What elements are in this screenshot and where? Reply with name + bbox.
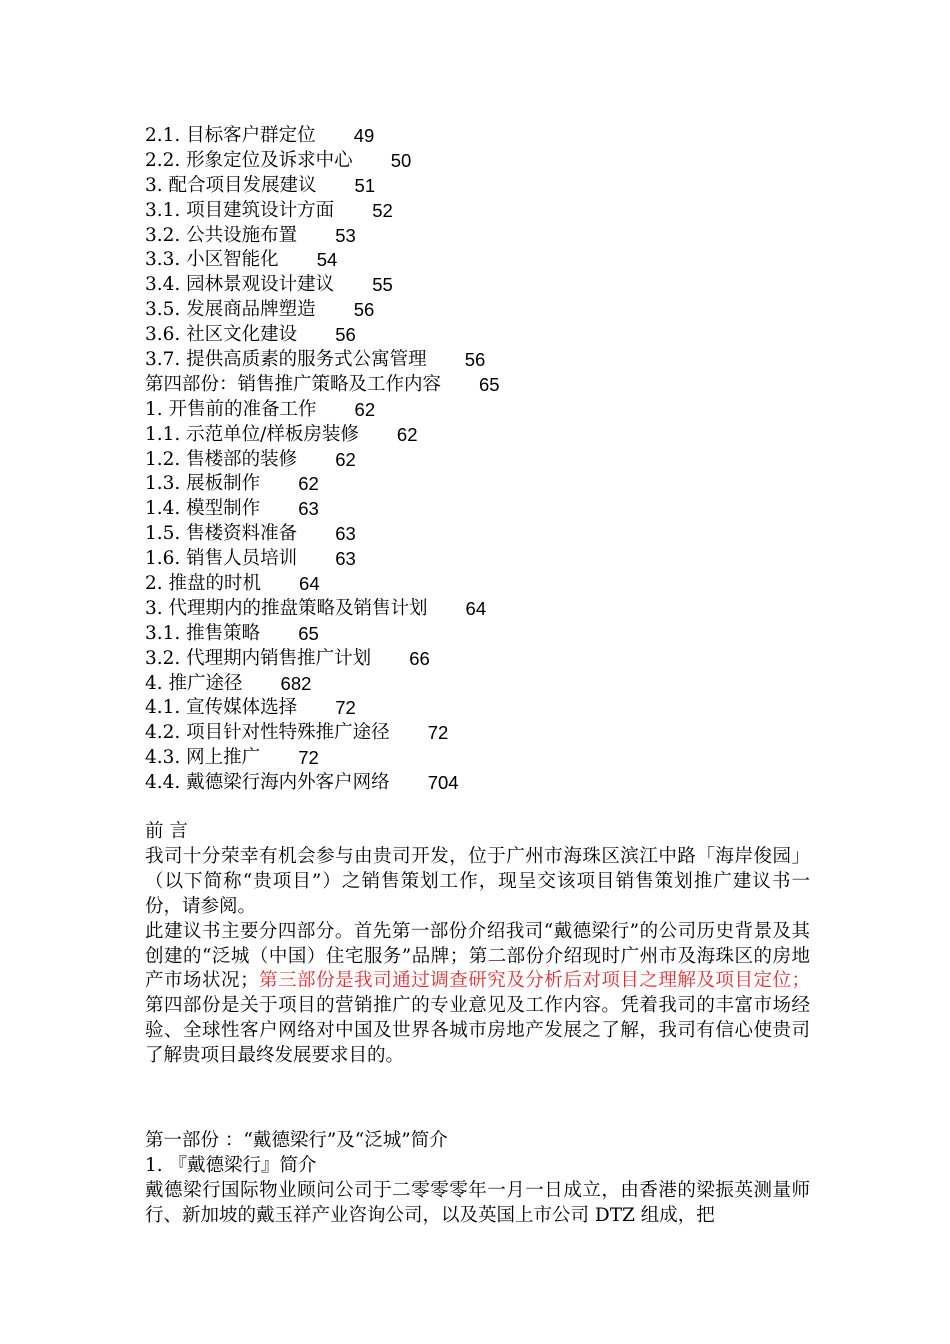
toc-title: 1.2. 售楼部的装修: [145, 448, 298, 470]
toc-line: [145, 696, 810, 721]
part1-paragraph: 戴德梁行国际物业顾问公司于二零零零年一月一日成立，由香港的梁振英测量师行、新加坡的戴玉祥产业咨询公司，以及英国上市公司 DTZ 组成，把: [145, 1179, 810, 1226]
toc-line: [145, 423, 810, 448]
toc-line: [145, 273, 810, 298]
toc-title: 3.7. 提供高质素的服务式公寓管理: [145, 349, 427, 371]
toc-title: 4.3. 网上推广: [145, 747, 261, 769]
toc-page-number: 52: [372, 199, 393, 221]
toc-title: 2. 推盘的时机: [145, 573, 262, 595]
toc-title: 1. 开售前的准备工作: [145, 398, 317, 420]
toc-page-number: 56: [353, 299, 375, 321]
toc-page-number: 56: [464, 349, 486, 371]
toc-page-number: 55: [372, 274, 393, 296]
toc-page-number: 56: [335, 324, 356, 346]
toc-line: [145, 448, 810, 473]
preface-paragraph-2: [145, 920, 810, 1069]
toc-title: 2.2. 形象定位及诉求中心: [145, 149, 353, 171]
toc-title: 3.2. 公共设施布置: [145, 224, 298, 246]
toc-title: 3.3. 小区智能化: [145, 249, 279, 271]
toc-line: [145, 672, 810, 697]
toc-page-number: 51: [354, 174, 376, 196]
toc-page-number: 65: [298, 622, 319, 644]
toc-line: [145, 398, 810, 423]
toc-line: [145, 323, 810, 348]
toc-title: 3.1. 项目建筑设计方面: [145, 199, 335, 221]
toc-title: 4. 推广途径: [145, 672, 243, 694]
toc-page-number: 62: [298, 473, 319, 495]
toc-page-number: 63: [335, 548, 356, 570]
toc-page-number: 62: [335, 448, 356, 470]
toc-line: [145, 597, 810, 622]
toc-page-number: 63: [298, 498, 319, 520]
preface-paragraph-2-highlight: 第三部份是我司通过调查研究及分析后对项目之理解及项目定位；: [258, 970, 810, 992]
toc-title: 3.5. 发展商品牌塑造: [145, 299, 316, 321]
preface-paragraph-2-start: 此建议书主要分四部分。首先第一部份介绍我司“戴德梁行”的公司历史背景及其创建的“泛城（中国）住宅服务”品牌；第二部份介绍现时广州市及海珠区的房地产市场状况；: [145, 920, 810, 992]
toc-title: 4.2. 项目针对性特殊推广途径: [145, 722, 390, 744]
toc-page-number: 64: [465, 597, 487, 619]
toc-title: 3.4. 园林景观设计建议: [145, 274, 335, 296]
toc-page-number: 63: [335, 523, 356, 545]
toc-title: 1.3. 展板制作: [145, 473, 261, 495]
toc-title: 4.4. 戴德梁行海内外客户网络: [145, 772, 390, 794]
preface-paragraph-1: 我司十分荣幸有机会参与由贵司开发，位于广州市海珠区滨江中路「海岸俊园」（以下简称“贵项目”）之销售策划工作，现呈交该项目销售策划推广建议书一份，请参阅。: [145, 845, 810, 917]
toc-line: [145, 298, 810, 323]
toc-page-number: 64: [299, 573, 320, 595]
toc-title: 1.4. 模型制作: [145, 498, 261, 520]
toc-line: [145, 124, 810, 149]
toc-page-number: 65: [479, 373, 500, 395]
toc-line: [145, 771, 810, 796]
toc-line: [145, 373, 810, 398]
toc-line: [145, 199, 810, 224]
toc-line: [145, 497, 810, 522]
toc-title: 1.6. 销售人员培训: [145, 548, 298, 570]
toc-page-number: 54: [316, 249, 338, 271]
toc-page-number: 62: [354, 398, 376, 420]
spacer: [145, 1069, 810, 1129]
toc-line: [145, 472, 810, 497]
toc-line: [145, 547, 810, 572]
toc-line: [145, 647, 810, 672]
preface-heading: 前 言: [145, 821, 188, 843]
document-page: [145, 124, 810, 1229]
toc-title: 4.1. 宣传媒体选择: [145, 697, 298, 719]
toc-title: 3. 配合项目发展建议: [145, 174, 317, 196]
toc-page-number: 72: [427, 722, 449, 744]
part1-subheading: 1. 『戴德梁行』简介: [145, 1155, 317, 1177]
toc-title: 2.1. 目标客户群定位: [145, 125, 316, 146]
toc-line: [145, 522, 810, 547]
toc-title: 第四部份：销售推广策略及工作内容: [145, 373, 442, 395]
toc-page-number: 704: [427, 772, 459, 794]
toc-title: 3. 代理期内的推盘策略及销售计划: [145, 597, 428, 619]
toc-line: [145, 248, 810, 273]
spacer: [145, 796, 810, 820]
toc-title: 3.6. 社区文化建设: [145, 324, 298, 346]
table-of-contents: [145, 124, 810, 796]
toc-line: [145, 348, 810, 373]
preface-paragraph-2-end: 第四部份是关于项目的营销推广的专业意见及工作内容。凭着我司的丰富市场经验、全球性客户网络对中国及世界各城市房地产发展之了解，我司有信心使贵司了解贵项目最终发展要求目的。: [145, 995, 810, 1067]
toc-line: [145, 746, 810, 771]
toc-page-number: 72: [298, 747, 319, 769]
toc-line: [145, 721, 810, 746]
toc-line: [145, 622, 810, 647]
toc-page-number: 72: [335, 697, 356, 719]
toc-line: [145, 572, 810, 597]
toc-page-number: 50: [390, 149, 412, 171]
toc-page-number: 682: [280, 672, 312, 694]
toc-line: [145, 224, 810, 249]
toc-title: 1.5. 售楼资料准备: [145, 523, 298, 545]
toc-title: 3.1. 推售策略: [145, 622, 261, 644]
toc-title: 1.1. 示范单位/样板房装修: [145, 423, 359, 445]
toc-page-number: 66: [409, 647, 430, 669]
part1-heading: 第一部份 ：“戴德梁行”及“泛城”简介: [145, 1130, 448, 1152]
toc-page-number: 49: [353, 125, 375, 146]
toc-line: [145, 149, 810, 174]
toc-title: 3.2. 代理期内销售推广计划: [145, 647, 372, 669]
toc-page-number: 53: [335, 224, 356, 246]
toc-line: [145, 174, 810, 199]
toc-page-number: 62: [396, 423, 418, 445]
